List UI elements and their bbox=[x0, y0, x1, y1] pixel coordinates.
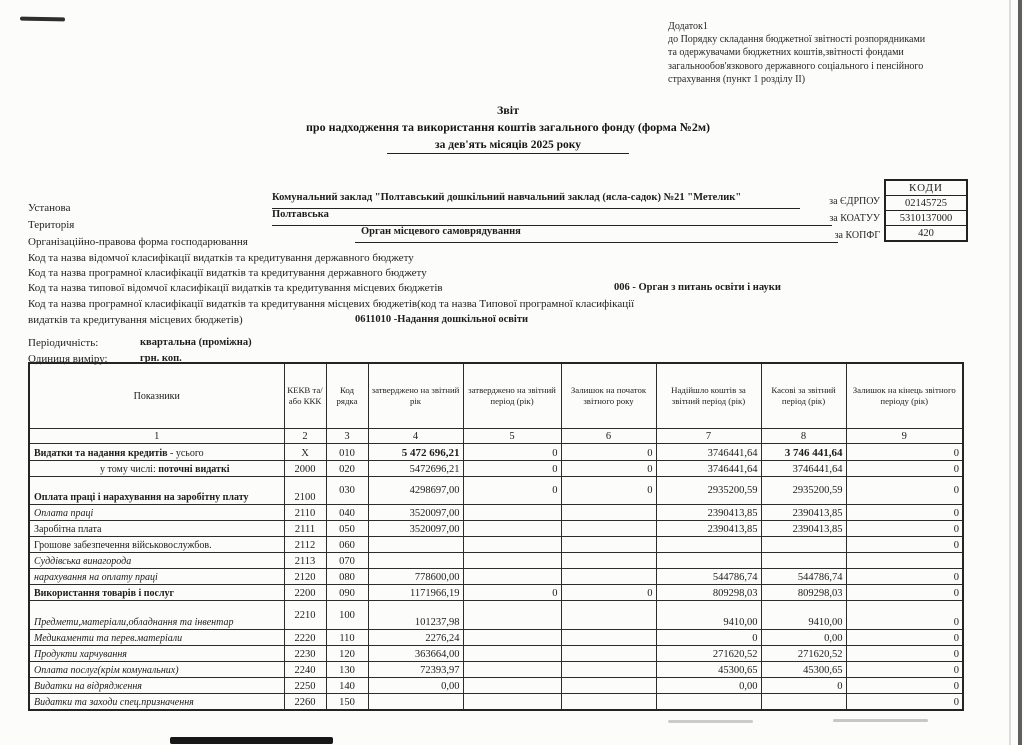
table-cell: Оплата праці і нарахування на заробітну плату bbox=[29, 477, 284, 505]
table-cell: 070 bbox=[326, 553, 368, 569]
table-cell: нарахування на оплату праці bbox=[29, 569, 284, 585]
table-cell: 0 bbox=[561, 461, 656, 477]
table-cell bbox=[561, 521, 656, 537]
table-cell: 2935200,59 bbox=[656, 477, 761, 505]
table-cell: 3746441,64 bbox=[656, 461, 761, 477]
col-header-received: Надійшло коштів за звітний період (рік) bbox=[656, 363, 761, 429]
scan-edge-dark-line bbox=[1018, 0, 1022, 745]
table-cell: 020 bbox=[326, 461, 368, 477]
code-edrpou-value: 02145725 bbox=[885, 196, 967, 211]
table-cell: 0 bbox=[561, 444, 656, 461]
table-cell: 0 bbox=[846, 461, 963, 477]
table-cell bbox=[368, 537, 463, 553]
table-cell bbox=[29, 461, 284, 477]
table-cell bbox=[561, 553, 656, 569]
col-header-approved-period: затверджено на звітний період (рік) bbox=[463, 363, 561, 429]
table-row bbox=[29, 537, 963, 553]
table-cell bbox=[561, 569, 656, 585]
table-cell: Видатки на відрядження bbox=[29, 678, 284, 694]
table-cell: Використання товарів і послуг bbox=[29, 585, 284, 601]
table-cell: 0 bbox=[846, 444, 963, 461]
table-cell: 0 bbox=[846, 662, 963, 678]
table-cell: 050 bbox=[326, 521, 368, 537]
ustanova-label: Установа bbox=[28, 202, 71, 214]
table-cell: 060 bbox=[326, 537, 368, 553]
table-row bbox=[29, 477, 963, 505]
table-row bbox=[29, 569, 963, 585]
table-cell: 1171966,19 bbox=[368, 585, 463, 601]
code-kopfg-value: 420 bbox=[885, 226, 967, 242]
table-cell bbox=[463, 601, 561, 630]
table-cell: 090 bbox=[326, 585, 368, 601]
table-cell: 2260 bbox=[284, 694, 326, 711]
table-cell bbox=[846, 553, 963, 569]
table-cell bbox=[463, 537, 561, 553]
report-title-period bbox=[202, 139, 814, 151]
scan-bottom-bar bbox=[170, 737, 333, 744]
table-cell: 3520097,00 bbox=[368, 505, 463, 521]
codes-box bbox=[884, 179, 968, 242]
table-cell: 0 bbox=[846, 477, 963, 505]
table-cell bbox=[463, 630, 561, 646]
table-row bbox=[29, 646, 963, 662]
table-cell: 0 bbox=[656, 630, 761, 646]
table-cell: 45300,65 bbox=[761, 662, 846, 678]
table-cell: 2935200,59 bbox=[761, 477, 846, 505]
table-cell: 544786,74 bbox=[656, 569, 761, 585]
main-table bbox=[28, 362, 964, 711]
col-number: 1 bbox=[29, 429, 284, 444]
table-cell: 3520097,00 bbox=[368, 521, 463, 537]
row-label: Видатки та надання кредитів bbox=[34, 447, 168, 459]
code-koatuu-value: 5310137000 bbox=[885, 211, 967, 226]
table-cell bbox=[561, 646, 656, 662]
table-cell: 4298697,00 bbox=[368, 477, 463, 505]
table-cell bbox=[761, 537, 846, 553]
table-cell: 2112 bbox=[284, 537, 326, 553]
scan-pen-mark bbox=[20, 17, 65, 22]
table-cell bbox=[761, 694, 846, 711]
class-prohramna-value: 0611010 -Надання дошкільної освіти bbox=[355, 314, 529, 325]
row-label-prefix: у тому числі: bbox=[100, 463, 159, 475]
table-cell: Заробітна плата bbox=[29, 521, 284, 537]
table-cell: 0 bbox=[463, 477, 561, 505]
terytoria-label: Територія bbox=[28, 219, 75, 231]
table-cell: Медикаменти та перев.матеріали bbox=[29, 630, 284, 646]
report-title-line1: Звіт bbox=[496, 103, 520, 117]
opf-label: Організаційно-правова форма господарювання bbox=[28, 236, 248, 248]
report-title bbox=[202, 103, 814, 151]
table-cell: 2276,24 bbox=[368, 630, 463, 646]
table-cell bbox=[368, 694, 463, 711]
col-number: 8 bbox=[761, 429, 846, 444]
table-cell: 0 bbox=[561, 585, 656, 601]
table-cell: 2110 bbox=[284, 505, 326, 521]
class-typova-value: 006 - Орган з питань освіти і науки bbox=[614, 282, 781, 293]
scan-smudge bbox=[833, 719, 928, 722]
table-cell: 080 bbox=[326, 569, 368, 585]
table-cell: 0 bbox=[463, 444, 561, 461]
table-cell: 809298,03 bbox=[656, 585, 761, 601]
table-cell: 2111 bbox=[284, 521, 326, 537]
table-row bbox=[29, 461, 963, 477]
table-row bbox=[29, 630, 963, 646]
table-header-row bbox=[29, 363, 963, 429]
table-cell: 2120 bbox=[284, 569, 326, 585]
table-cell: 120 bbox=[326, 646, 368, 662]
annotation-line: страхування (пункт 1 розділу II) bbox=[668, 73, 806, 85]
col-number: 6 bbox=[561, 429, 656, 444]
table-row bbox=[29, 521, 963, 537]
table-cell: Видатки та заходи спец.призначення bbox=[29, 694, 284, 711]
period-label: Періодичність: bbox=[28, 337, 99, 349]
table-cell: 040 bbox=[326, 505, 368, 521]
table-cell: 010 bbox=[326, 444, 368, 461]
annotation-line: Додаток1 bbox=[668, 21, 708, 32]
col-header-kekv: КЕКВ та/або ККК bbox=[284, 363, 326, 429]
table-row bbox=[29, 444, 963, 461]
table-cell: 0 bbox=[846, 694, 963, 711]
table-cell bbox=[561, 630, 656, 646]
unit-label: Одиниця виміру: bbox=[28, 353, 108, 365]
row-label-suffix: - усього bbox=[167, 447, 204, 459]
table-cell: 3746441,64 bbox=[656, 444, 761, 461]
table-cell: 45300,65 bbox=[656, 662, 761, 678]
table-cell: 363664,00 bbox=[368, 646, 463, 662]
col-header-balance-start: Залишок на початок звітного року bbox=[561, 363, 656, 429]
col-header-indicators: Показники bbox=[29, 363, 284, 429]
table-cell: 2390413,85 bbox=[656, 505, 761, 521]
class-line-prohramna-derzh: Код та назва програмної класифікації видатків та кредитування державного бюджету bbox=[28, 267, 427, 279]
table-cell: 100 bbox=[326, 601, 368, 630]
col-number: 7 bbox=[656, 429, 761, 444]
col-number: 3 bbox=[326, 429, 368, 444]
table-cell bbox=[463, 569, 561, 585]
table-cell bbox=[463, 678, 561, 694]
table-row bbox=[29, 694, 963, 711]
table-numbering-row bbox=[29, 429, 963, 444]
table-cell bbox=[656, 694, 761, 711]
table-row bbox=[29, 601, 963, 630]
table-cell: 0 bbox=[846, 601, 963, 630]
table-cell: 5 472 696,21 bbox=[368, 444, 463, 461]
table-cell bbox=[656, 553, 761, 569]
table-cell: 778600,00 bbox=[368, 569, 463, 585]
table-cell: 72393,97 bbox=[368, 662, 463, 678]
scan-edge-soft-line bbox=[1009, 0, 1011, 745]
annotation-line: та одержувачами бюджетних коштів,звітності фондами bbox=[668, 47, 904, 59]
table-cell: 0 bbox=[463, 461, 561, 477]
table-cell: 544786,74 bbox=[761, 569, 846, 585]
col-number: 4 bbox=[368, 429, 463, 444]
table-cell: Предмети,матеріали,обладнання та інвентар bbox=[29, 601, 284, 630]
terytoria-value: Полтавська bbox=[272, 209, 832, 226]
table-cell bbox=[463, 646, 561, 662]
table-cell bbox=[368, 553, 463, 569]
table-cell: 0 bbox=[846, 537, 963, 553]
table-cell: 101237,98 bbox=[368, 601, 463, 630]
table-cell: 2210 bbox=[284, 601, 326, 630]
table-cell: Суддівська винагорода bbox=[29, 553, 284, 569]
table-cell bbox=[463, 553, 561, 569]
table-cell: 0 bbox=[761, 678, 846, 694]
table-cell: 2390413,85 bbox=[761, 521, 846, 537]
table-cell: 2390413,85 bbox=[656, 521, 761, 537]
table-cell: Оплата праці bbox=[29, 505, 284, 521]
table-cell: 2100 bbox=[284, 477, 326, 505]
table-cell: 5472696,21 bbox=[368, 461, 463, 477]
table-row bbox=[29, 585, 963, 601]
table-cell bbox=[561, 537, 656, 553]
col-header-approved-year: затверджено на звітний рік bbox=[368, 363, 463, 429]
table-cell: 140 bbox=[326, 678, 368, 694]
table-cell: 9410,00 bbox=[761, 601, 846, 630]
table-cell: 2113 bbox=[284, 553, 326, 569]
table-cell bbox=[463, 694, 561, 711]
table-cell: 271620,52 bbox=[761, 646, 846, 662]
table-cell bbox=[29, 444, 284, 461]
table-cell bbox=[761, 553, 846, 569]
table-cell bbox=[463, 505, 561, 521]
table-cell: Оплата послуг(крім комунальних) bbox=[29, 662, 284, 678]
table-cell: Продукти харчування bbox=[29, 646, 284, 662]
table-cell bbox=[463, 662, 561, 678]
table-cell: 3 746 441,64 bbox=[761, 444, 846, 461]
codes-header: КОДИ bbox=[885, 180, 967, 196]
table-cell: 2390413,85 bbox=[761, 505, 846, 521]
table-cell bbox=[463, 521, 561, 537]
table-cell: 0,00 bbox=[368, 678, 463, 694]
table-cell: 0 bbox=[846, 585, 963, 601]
table-row bbox=[29, 678, 963, 694]
table-cell bbox=[561, 601, 656, 630]
table-cell: 3746441,64 bbox=[761, 461, 846, 477]
unit-value: грн. коп. bbox=[140, 353, 182, 364]
ustanova-value: Комунальний заклад "Полтавський дошкільний навчальний заклад (ясла-садок) №21 "Метелик" bbox=[272, 192, 800, 209]
table-cell: 2230 bbox=[284, 646, 326, 662]
table-cell: 0,00 bbox=[761, 630, 846, 646]
table-cell bbox=[561, 694, 656, 711]
class-line-prohramna-mists-1: Код та назва програмної класифікації видатків та кредитування місцевих бюджетів(код та назва Типової програмної класифікації bbox=[28, 298, 635, 310]
table-cell: 130 bbox=[326, 662, 368, 678]
annotation-line: до Порядку складання бюджетної звітності розпорядниками bbox=[668, 34, 926, 46]
col-number: 5 bbox=[463, 429, 561, 444]
table-cell: 0 bbox=[846, 569, 963, 585]
table-cell: 0 bbox=[846, 646, 963, 662]
table-row bbox=[29, 662, 963, 678]
col-header-cash: Касові за звітний період (рік) bbox=[761, 363, 846, 429]
period-value: квартальна (проміжна) bbox=[140, 337, 252, 348]
table-cell bbox=[561, 662, 656, 678]
table-cell: 030 bbox=[326, 477, 368, 505]
col-number: 9 bbox=[846, 429, 963, 444]
table-cell bbox=[561, 678, 656, 694]
row-label: поточні видаткі bbox=[158, 463, 230, 475]
table-cell: 0 bbox=[463, 585, 561, 601]
code-koatuu-label: за КОАТУУ bbox=[829, 213, 880, 224]
class-line-prohramna-mists-2: видатків та кредитування місцевих бюджетів) bbox=[28, 314, 243, 326]
table-cell: 2000 bbox=[284, 461, 326, 477]
table-cell: 9410,00 bbox=[656, 601, 761, 630]
code-edrpou-label: за ЄДРПОУ bbox=[829, 196, 880, 207]
col-header-balance-end: Залишок на кінець звітного періоду (рік) bbox=[846, 363, 963, 429]
table-cell: 0 bbox=[561, 477, 656, 505]
table-cell bbox=[561, 505, 656, 521]
table-cell: 2240 bbox=[284, 662, 326, 678]
code-kopfg-label: за КОПФГ bbox=[834, 230, 880, 241]
table-row bbox=[29, 505, 963, 521]
table-cell: 110 bbox=[326, 630, 368, 646]
codes-table bbox=[884, 179, 968, 242]
class-line-typova-mists: Код та назва типової відомчої класифікації видатків та кредитування місцевих бюджетів bbox=[28, 282, 443, 294]
scan-smudge bbox=[668, 720, 753, 723]
table-cell: 809298,03 bbox=[761, 585, 846, 601]
table-cell: Грошове забезпечення військовослужбов. bbox=[29, 537, 284, 553]
table-cell: 0 bbox=[846, 678, 963, 694]
class-line-vidomcha-derzh: Код та назва відомчої класифікації видатків та кредитування державного бюджету bbox=[28, 252, 414, 264]
table-cell: 0 bbox=[846, 630, 963, 646]
report-period-text: за дев'ять місяців 2025 року bbox=[387, 139, 629, 154]
opf-value: Орган місцевого самоврядування bbox=[355, 226, 838, 243]
table-cell: 0 bbox=[846, 505, 963, 521]
table-cell: 2200 bbox=[284, 585, 326, 601]
annotation-block bbox=[668, 20, 1013, 86]
table-cell: X bbox=[284, 444, 326, 461]
table-cell bbox=[656, 537, 761, 553]
table-row bbox=[29, 553, 963, 569]
table-cell: 2220 bbox=[284, 630, 326, 646]
table-cell: 2250 bbox=[284, 678, 326, 694]
report-title-line2: про надходження та використання коштів загального фонду (форма №2м) bbox=[305, 120, 710, 134]
table-cell: 150 bbox=[326, 694, 368, 711]
col-number: 2 bbox=[284, 429, 326, 444]
table-cell: 271620,52 bbox=[656, 646, 761, 662]
annotation-line: загальнообов'язкового державного соціального і пенсійного bbox=[668, 60, 924, 72]
col-header-row-code: Код рядка bbox=[326, 363, 368, 429]
table-cell: 0,00 bbox=[656, 678, 761, 694]
table-cell: 0 bbox=[846, 521, 963, 537]
